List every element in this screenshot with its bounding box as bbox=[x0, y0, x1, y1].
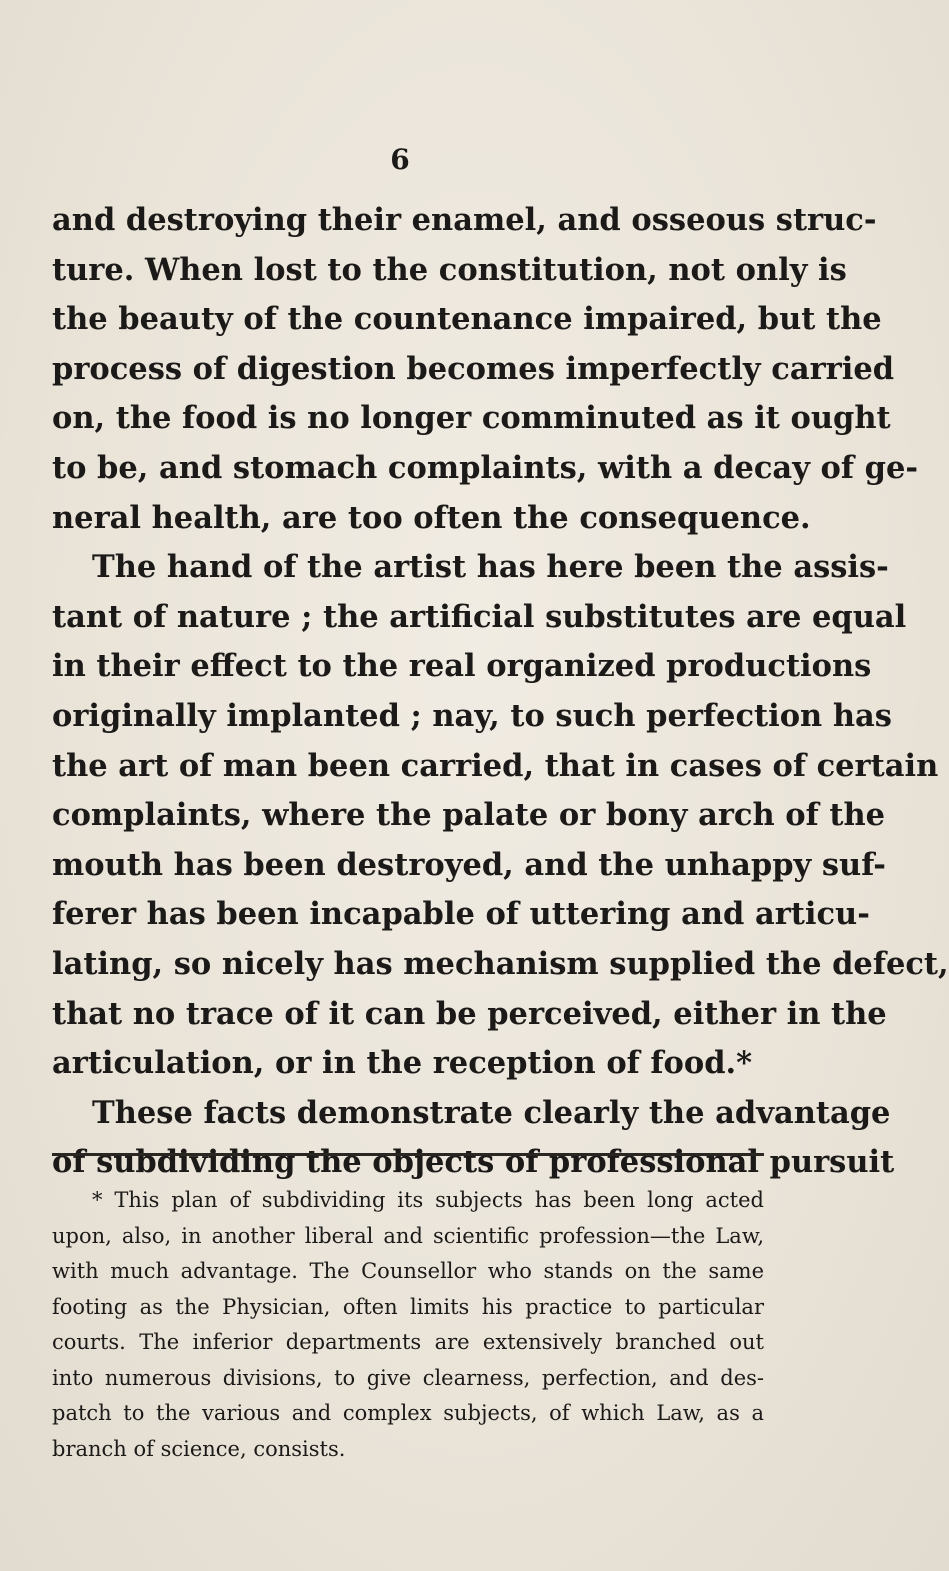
text-line: The hand of the artist has here been the assis- bbox=[92, 549, 889, 586]
footnote bbox=[52, 1183, 764, 1467]
footnote-line: with much advantage. The Counsellor who stands on the same bbox=[52, 1259, 764, 1283]
text-line: complaints, where the palate or bony arch of the bbox=[52, 797, 886, 834]
footnote-line: into numerous divisions, to give clearness, perfection, and des- bbox=[52, 1365, 764, 1390]
text-line: tant of nature ; the artificial substitutes are equal bbox=[52, 598, 907, 635]
page-number: 6 bbox=[390, 143, 410, 176]
text-line: the beauty of the countenance impaired, but the bbox=[52, 301, 882, 338]
text-line: originally implanted ; nay, to such perfection has bbox=[52, 697, 892, 734]
text-line: in their effect to the real organized productions bbox=[52, 648, 872, 685]
text-line: neral health, are too often the consequence. bbox=[52, 499, 811, 536]
footnote-line: patch to the various and complex subjects, of which Law, as a bbox=[52, 1401, 764, 1425]
text-line: to be, and stomach complaints, with a decay of ge- bbox=[52, 449, 919, 486]
text-line: that no trace of it can be perceived, either in the bbox=[52, 995, 887, 1032]
text-line: the art of man been carried, that in cases of certain bbox=[52, 747, 939, 784]
text-line: articulation, or in the reception of food.* bbox=[52, 1045, 753, 1082]
footnote-line: * This plan of subdividing its subjects has been long acted bbox=[92, 1188, 764, 1212]
text-line: of subdividing the objects of professional pursuit bbox=[52, 1144, 895, 1181]
text-line: ture. When lost to the constitution, not only is bbox=[52, 251, 847, 288]
text-line: process of digestion becomes imperfectly carried bbox=[52, 350, 895, 387]
footnote-line: footing as the Physician, often limits his practice to particular bbox=[52, 1294, 764, 1319]
body-text bbox=[52, 196, 949, 1188]
text-line: ferer has been incapable of uttering and articu- bbox=[52, 896, 870, 933]
text-line: lating, so nicely has mechanism supplied the defect, bbox=[52, 945, 949, 982]
text-line: on, the food is no longer comminuted as it ought bbox=[52, 400, 891, 437]
text-line: mouth has been destroyed, and the unhappy suf- bbox=[52, 846, 886, 883]
footnote-line: upon, also, in another liberal and scientific profession—the Law, bbox=[52, 1223, 764, 1248]
footnote-divider bbox=[52, 1153, 764, 1156]
footnote-line: courts. The inferior departments are extensively branched out bbox=[52, 1330, 764, 1354]
text-line: and destroying their enamel, and osseous struc- bbox=[52, 202, 877, 238]
footnote-line: branch of science, consists. bbox=[52, 1436, 346, 1461]
text-line: These facts demonstrate clearly the advantage bbox=[92, 1094, 891, 1131]
